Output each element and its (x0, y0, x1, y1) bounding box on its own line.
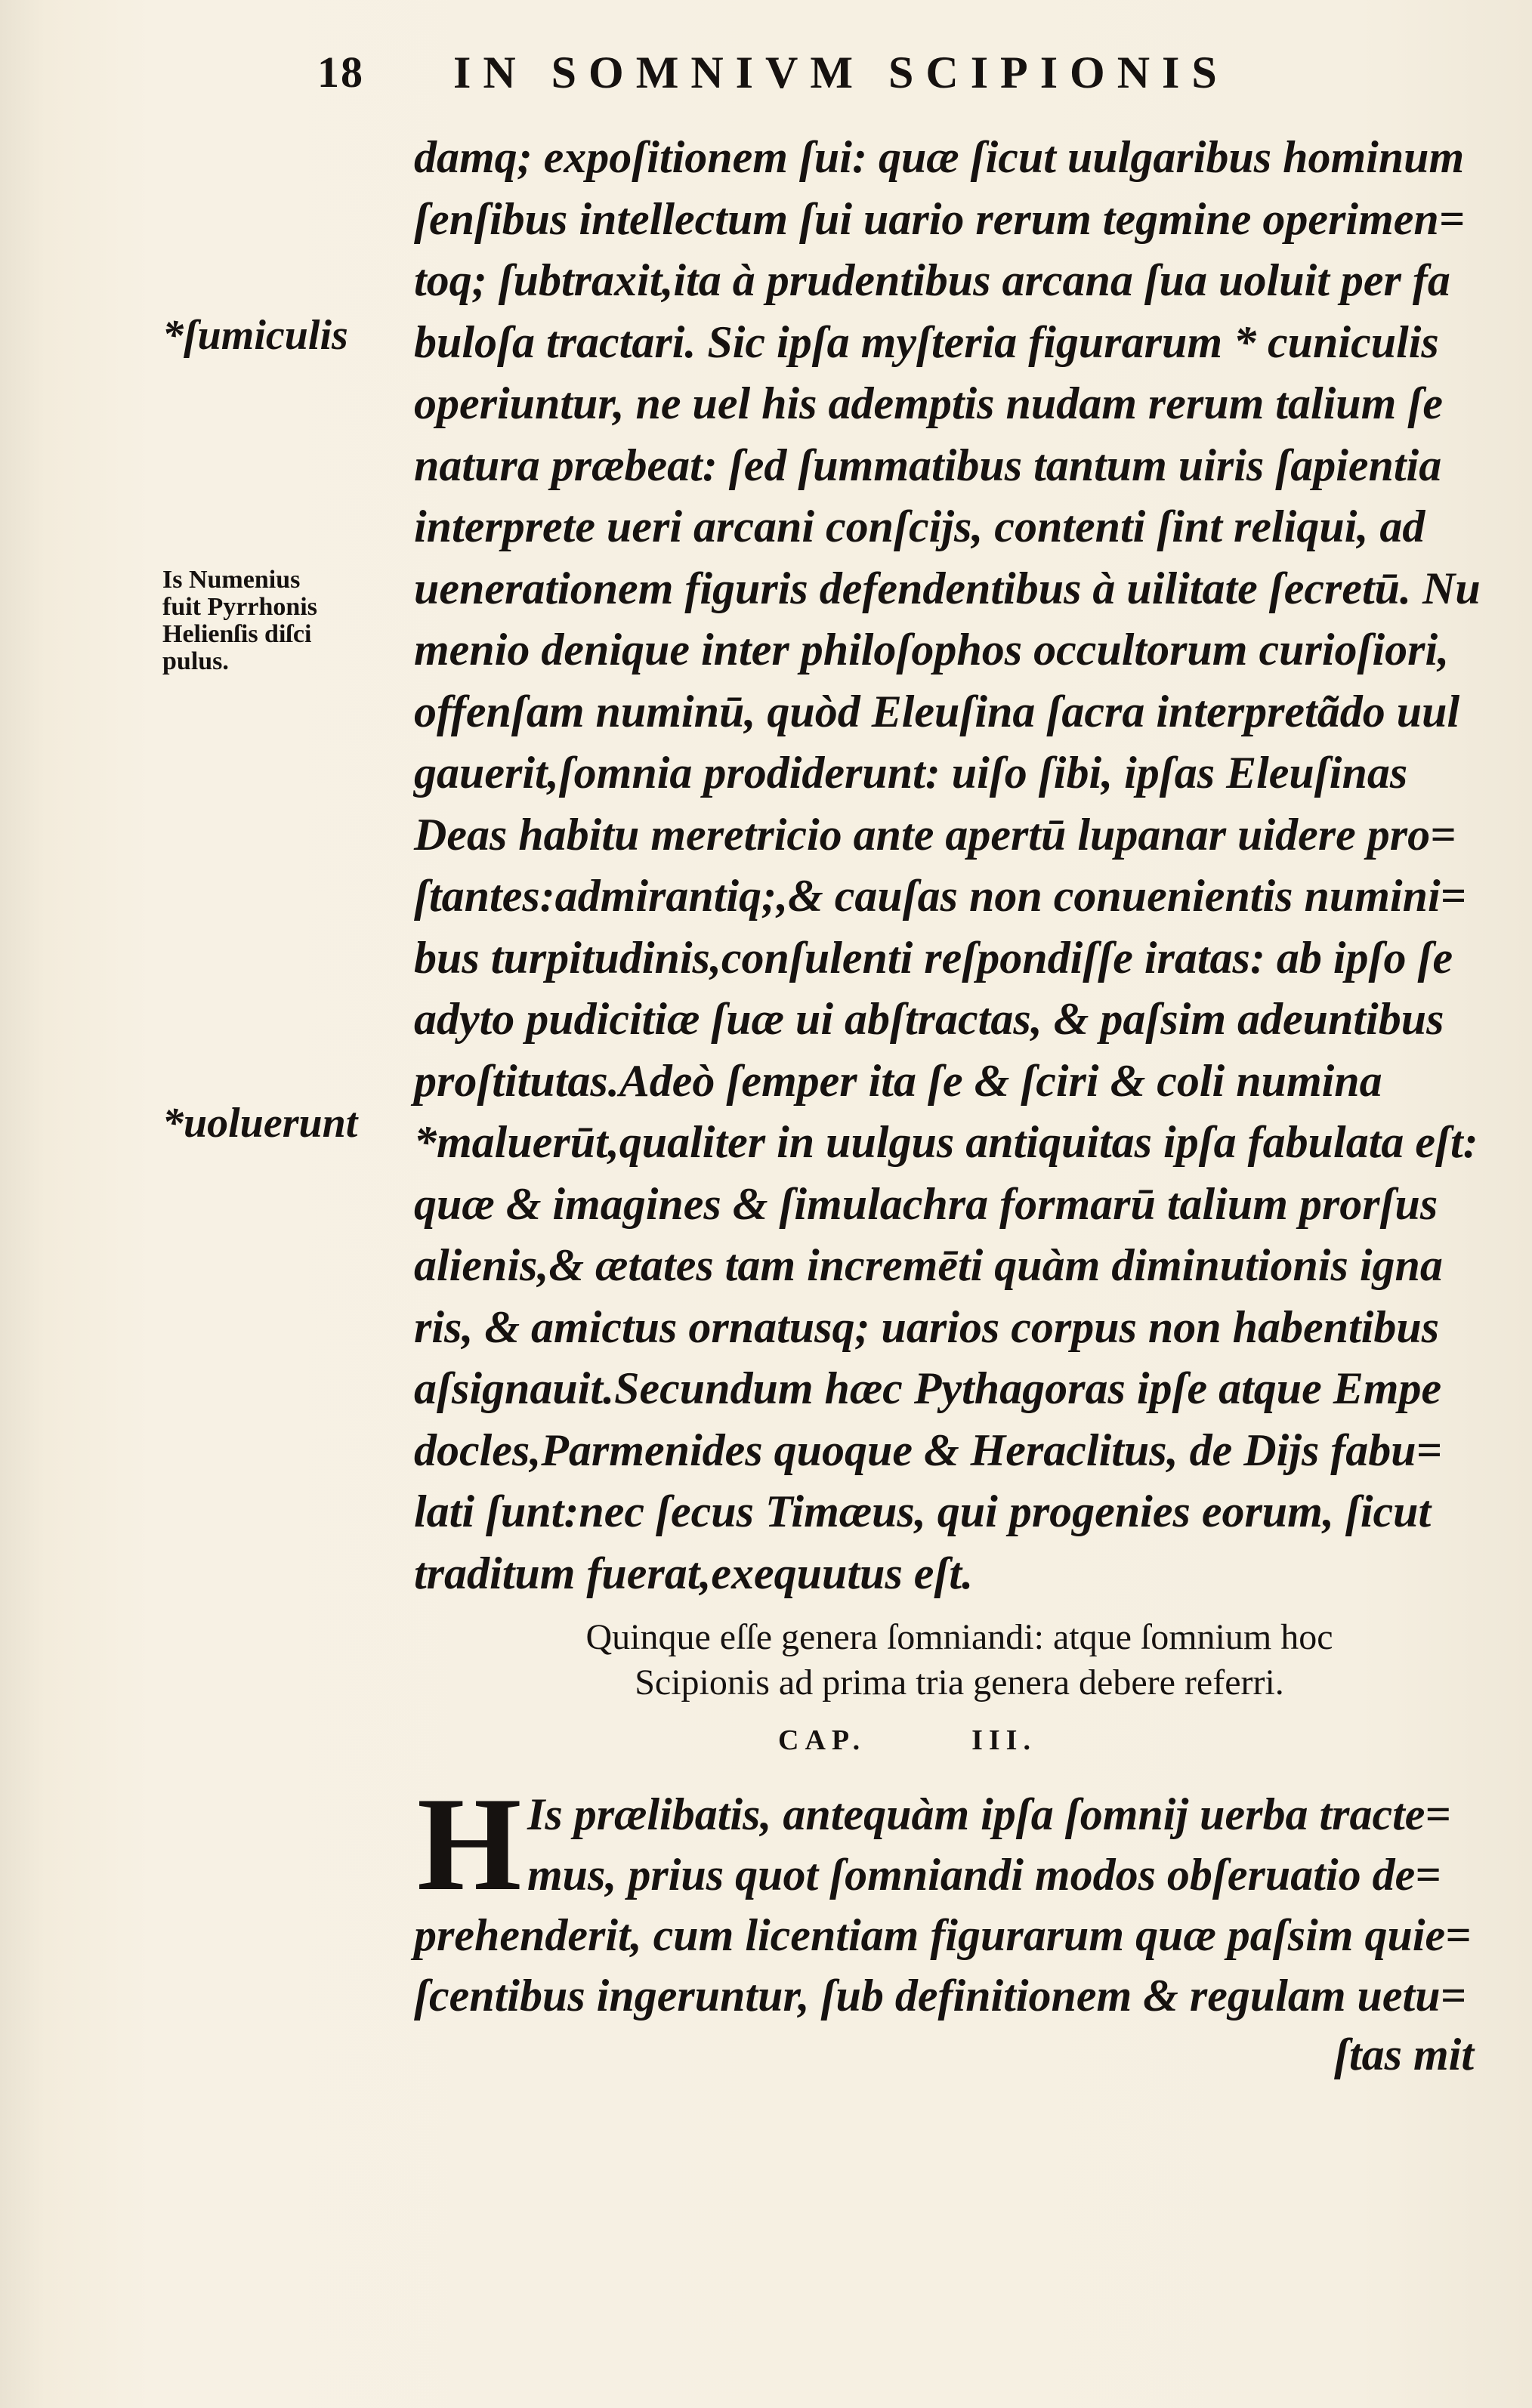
running-title: IN SOMNIVM SCIPIONIS (453, 48, 1229, 97)
cap-label: CAP. (778, 1724, 866, 1756)
chapter-heading-line: Scipionis ad prima tria genera debere referri. (635, 1662, 1284, 1703)
text-line: toq; ſubtraxit,ita à prudentibus arcana ſua uoluit per fa (414, 255, 1450, 305)
page-number: 18 (317, 48, 364, 97)
text-line: gauerit,ſomnia prodiderunt: uiſo ſibi, ipſas Eleuſinas (414, 748, 1408, 798)
text-line: ſenſibus intellectum ſui uario rerum tegmine operimen= (414, 193, 1465, 244)
margin-note-line: Is Numenius (162, 566, 301, 594)
text-line: interprete ueri arcani conſcijs, contenti ſint reliqui, ad (414, 502, 1425, 551)
text-line: docles,Parmenides quoque & Heraclitus, de Dijs fabu= (414, 1425, 1442, 1475)
text-line: alienis,& ætates tam incremēti quàm diminutionis igna (414, 1240, 1443, 1290)
text-line: prehenderit, cum licentiam figurarum quæ paſsim quie= (414, 1910, 1472, 1960)
text-line: mus, prius quot ſomniandi modos obſeruatio de= (527, 1850, 1441, 1900)
text-line: bus turpitudinis,conſulenti reſpondiſſe iratas: ab ipſo ſe (414, 932, 1453, 983)
text-line: operiuntur, ne uel his ademptis nudam rerum talium ſe (414, 378, 1443, 428)
text-line: Deas habitu meretricio ante apertū lupanar uidere pro= (414, 809, 1456, 860)
text-line: damq; expoſitionem ſui: quæ ſicut uulgaribus hominum (414, 132, 1465, 182)
text-line: ris, & amictus ornatusq; uarios corpus non habentibus (414, 1301, 1440, 1352)
text-line: buloſa tractari. Sic ipſa myſteria figurarum * cuniculis (414, 316, 1439, 367)
margin-note-cuniculis: *ſumiculis (162, 312, 348, 359)
text-line: traditum fuerat,exequutus eſt. (414, 1548, 974, 1598)
text-line: offenſam numinū, quòd Eleuſina ſacra interpretãdo uul (414, 686, 1460, 736)
text-line: natura præbeat: ſed ſummatibus tantum uiris ſapientia (414, 440, 1442, 490)
chapter-text (414, 1784, 1502, 2026)
catchword: ſtas mit (1334, 2030, 1475, 2079)
text-line: ſtantes:admirantiq;,& cauſas non conuenientis numini= (414, 871, 1466, 921)
drop-cap: H (417, 1769, 522, 1919)
text-line: *maluerūt,qualiter in uulgus antiquitas ipſa fabulata eſt: (414, 1117, 1478, 1167)
margin-note-line: pulus. (162, 647, 229, 675)
text-line: ſcentibus ingeruntur, ſub definitionem & regulam uetu= (414, 1971, 1466, 2021)
text-line: quæ & imagines & ſimulachra formarū talium prorſus (414, 1178, 1438, 1229)
text-line: lati ſunt:nec ſecus Timæus, qui progenies eorum, ſicut (414, 1486, 1432, 1536)
text-line: aſsignauit.Secundum hæc Pythagoras ipſe atque Empe (414, 1363, 1442, 1413)
text-line: proſtitutas.Adeò ſemper ita ſe & ſciri & coli numina (414, 1055, 1382, 1106)
text-line: menio denique inter philoſophos occultorum curioſiori, (414, 625, 1450, 675)
chapter-number (778, 1724, 1036, 1757)
text-line: adyto pudicitiæ ſuæ ui abſtractas, & paſsim adeuntibus (414, 994, 1444, 1044)
margin-note-numenius (162, 566, 317, 675)
chapter-heading (453, 1615, 1466, 1706)
text-line: uenerationem figuris defendentibus à uilitate ſecretū. Nu (414, 563, 1481, 613)
margin-note-uoluerunt: *uoluerunt (162, 1100, 358, 1147)
cap-numeral: III. (971, 1724, 1036, 1756)
text-line: Is prælibatis, antequàm ipſa ſomnij uerba tracte= (527, 1789, 1451, 1839)
chapter-heading-line: Quinque eſſe genera ſomniandi: atque ſomnium hoc (585, 1617, 1333, 1657)
running-head (317, 47, 1375, 107)
main-text (414, 127, 1502, 1604)
margin-note-line: Helienſis diſci (162, 620, 312, 648)
margin-note-line: fuit Pyrrhonis (162, 593, 317, 621)
